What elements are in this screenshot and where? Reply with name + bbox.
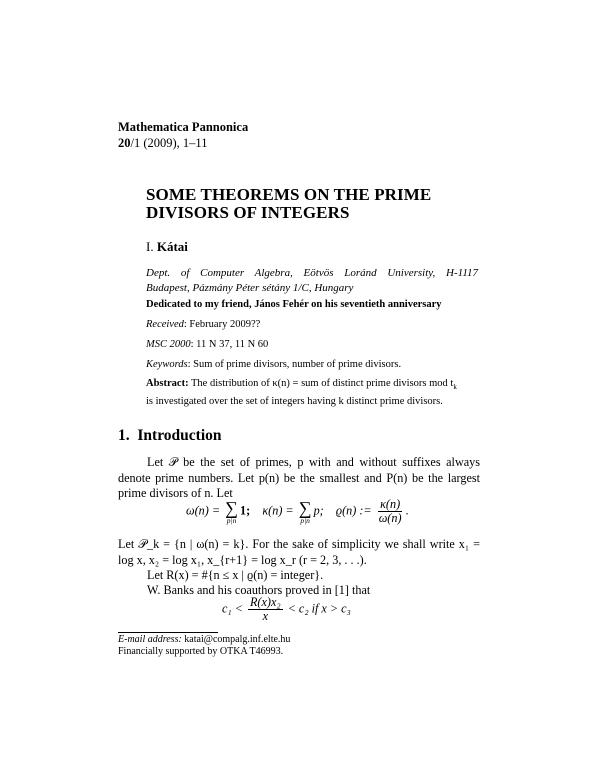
section-heading xyxy=(118,427,222,445)
rho-fraction xyxy=(377,498,404,525)
paragraph-4: W. Banks and his coauthors proved in [1] that xyxy=(147,583,371,597)
abstract-line-2: is investigated over the set of integers having k distinct prime divisors. xyxy=(146,395,443,407)
paper-title xyxy=(146,186,486,222)
omega-sum: ∑ p|n xyxy=(225,497,238,525)
keywords xyxy=(146,358,401,372)
author-initial: I. xyxy=(146,239,154,254)
abstract-label: Abstract: xyxy=(146,378,189,389)
author-surname: Kátai xyxy=(156,239,188,254)
abstract xyxy=(146,377,478,408)
equation-definitions xyxy=(186,498,409,525)
msc-value: : 11 N 37, 11 N 60 xyxy=(190,339,269,350)
affiliation-line-1: Dept. of Computer Algebra, Eötvös Loránd University, H-1117 xyxy=(146,267,478,279)
issue-info xyxy=(118,136,207,151)
section-number: 1. xyxy=(118,427,130,444)
affiliation-line-2: Budapest, Pázmány Péter sétány 1/C, Hungary xyxy=(146,282,354,294)
journal-name: Mathematica Pannonica xyxy=(118,120,249,134)
title-line-2: DIVISORS OF INTEGERS xyxy=(146,203,350,222)
title-line-1: SOME THEOREMS ON THE PRIME xyxy=(146,185,432,204)
received-label: Received xyxy=(146,319,184,330)
received-value: : February 2009?? xyxy=(183,319,261,330)
omega-sum-sub: p|n xyxy=(226,515,237,525)
affiliation xyxy=(146,266,478,296)
msc-codes xyxy=(146,338,268,352)
kappa-lhs: κ(n) = xyxy=(262,503,294,518)
email-label: E-mail address: xyxy=(118,634,182,645)
rho-end: . xyxy=(405,503,409,518)
abstract-subscript: k xyxy=(453,383,457,392)
keywords-value: : Sum of prime divisors, number of prime divisors. xyxy=(187,359,402,370)
eq2-denominator: x xyxy=(262,609,268,623)
email-address: katai@compalg.inf.elte.hu xyxy=(181,634,291,645)
volume-number: 20 xyxy=(118,136,131,150)
rho-denominator: ω(n) xyxy=(378,511,402,525)
issue-details: /1 (2009), 1–11 xyxy=(130,136,208,150)
kappa-sum: ∑ p|n xyxy=(298,497,312,525)
dedication: Dedicated to my friend, János Fehér on his seventieth anniversary xyxy=(146,299,442,310)
eq2-fraction xyxy=(248,596,283,623)
keywords-label: Keywords xyxy=(146,359,188,370)
received-date xyxy=(146,318,260,332)
rho-numerator: κ(n) xyxy=(380,497,401,511)
author xyxy=(146,239,188,255)
omega-rhs: 1; xyxy=(239,503,251,518)
paragraph-2: Let 𝒫_k = {n | ω(n) = k}. For the sake of simplicity we shall write x₁ = log x, x₂ = log x₁, x_{r+1} = log x_r (r = 2, 3, . . .). xyxy=(118,537,480,567)
abstract-line-1: The distribution of κ(n) = sum of distinct prime divisors mod t xyxy=(191,378,454,389)
section-title: Introduction xyxy=(137,427,222,444)
footnote-funding: Financially supported by OTKA T46993. xyxy=(118,646,284,657)
paragraph-1: Let 𝒫 be the set of primes, p with and without suffixes always denote prime numbers. Let p(n) be the smallest and P(n) be the largest prime divisors of n. Let xyxy=(118,455,480,500)
eq2-numerator: R(x)x₂ xyxy=(249,595,281,609)
equation-banks xyxy=(222,596,351,623)
omega-lhs: ω(n) = xyxy=(186,503,221,518)
paragraph-3: Let R(x) = #{n ≤ x | ϱ(n) = integer}. xyxy=(147,568,324,582)
kappa-rhs: p; xyxy=(313,503,324,518)
eq2-right: < c₂ if x > c₃ xyxy=(287,601,351,616)
kappa-sum-sub: p|n xyxy=(300,515,310,525)
rho-lhs: ϱ(n) := xyxy=(335,503,372,518)
eq2-left: c₁ < xyxy=(222,601,243,616)
msc-label: MSC 2000 xyxy=(146,339,191,350)
